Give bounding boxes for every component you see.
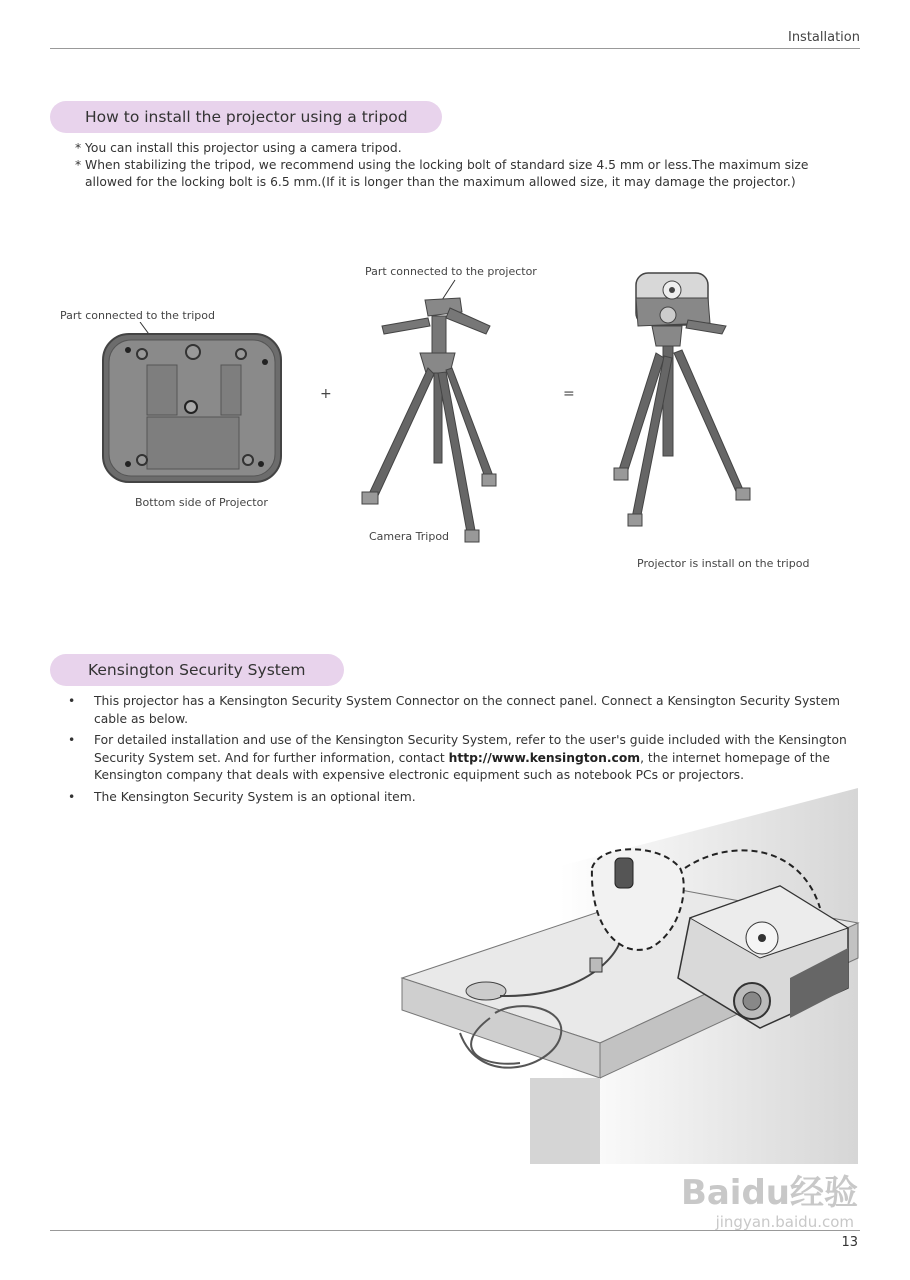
section-label: Installation xyxy=(787,30,860,45)
list-item xyxy=(68,693,848,728)
header-rule xyxy=(50,48,860,49)
list-item xyxy=(68,732,848,785)
bullet-text xyxy=(94,732,848,785)
kensington-link[interactable]: http://www.kensington.com xyxy=(448,750,641,765)
projector-on-tripod-illustration xyxy=(610,268,760,546)
projector-part-label: Part connected to the projector xyxy=(365,265,537,278)
tripod-note-2: * When stabilizing the tripod, we recommend using the locking bolt of standard size 4.5 mm or less.The maximum size xyxy=(75,158,809,172)
kensington-section-title: Kensington Security System xyxy=(50,654,344,686)
tripod-part-label: Part connected to the tripod xyxy=(60,309,215,322)
projector-bottom-illustration xyxy=(98,322,288,492)
bullet-text: This projector has a Kensington Security System Connector on the connect panel. Connect a Kensington Security System cable as below. xyxy=(94,694,840,726)
footer-rule xyxy=(50,1230,860,1231)
equals-sign: = xyxy=(563,386,575,402)
tripod-note-1: * You can install this projector using a camera tripod. xyxy=(75,141,402,155)
baidu-watermark: Baidu经验 xyxy=(680,1173,858,1213)
bullet-text-after: , the internet homepage of the Kensington company that deals with expensive electronic equipment such as notebook PCs or projectors. xyxy=(94,750,830,782)
bullet-marker: • xyxy=(68,694,76,708)
bullet-marker: • xyxy=(68,789,76,804)
tripod-caption: Camera Tripod xyxy=(369,530,450,543)
kensington-lock-illustration xyxy=(400,788,862,1166)
plus-sign: + xyxy=(320,386,332,402)
baidu-watermark-url: jingyan.baidu.com xyxy=(715,1213,854,1231)
tripod-note-3: allowed for the locking bolt is 6.5 mm.(If it is longer than the maximum allowed size, it may damage the projector.) xyxy=(85,175,796,189)
projector-bottom-caption: Bottom side of Projector xyxy=(135,496,268,509)
bullet-text: The Kensington Security System is an optional item. xyxy=(94,789,416,804)
installed-caption: Projector is install on the tripod xyxy=(637,557,810,570)
page-number: 13 xyxy=(841,1235,858,1250)
camera-tripod-illustration xyxy=(350,278,510,546)
bullet-marker: • xyxy=(68,733,76,747)
tripod-section-title: How to install the projector using a tripod xyxy=(50,101,442,133)
bullet-text-before: For detailed installation and use of the Kensington Security System, refer to the user's guide included with the Kensington Security System set. And for further information, contact xyxy=(94,733,847,765)
